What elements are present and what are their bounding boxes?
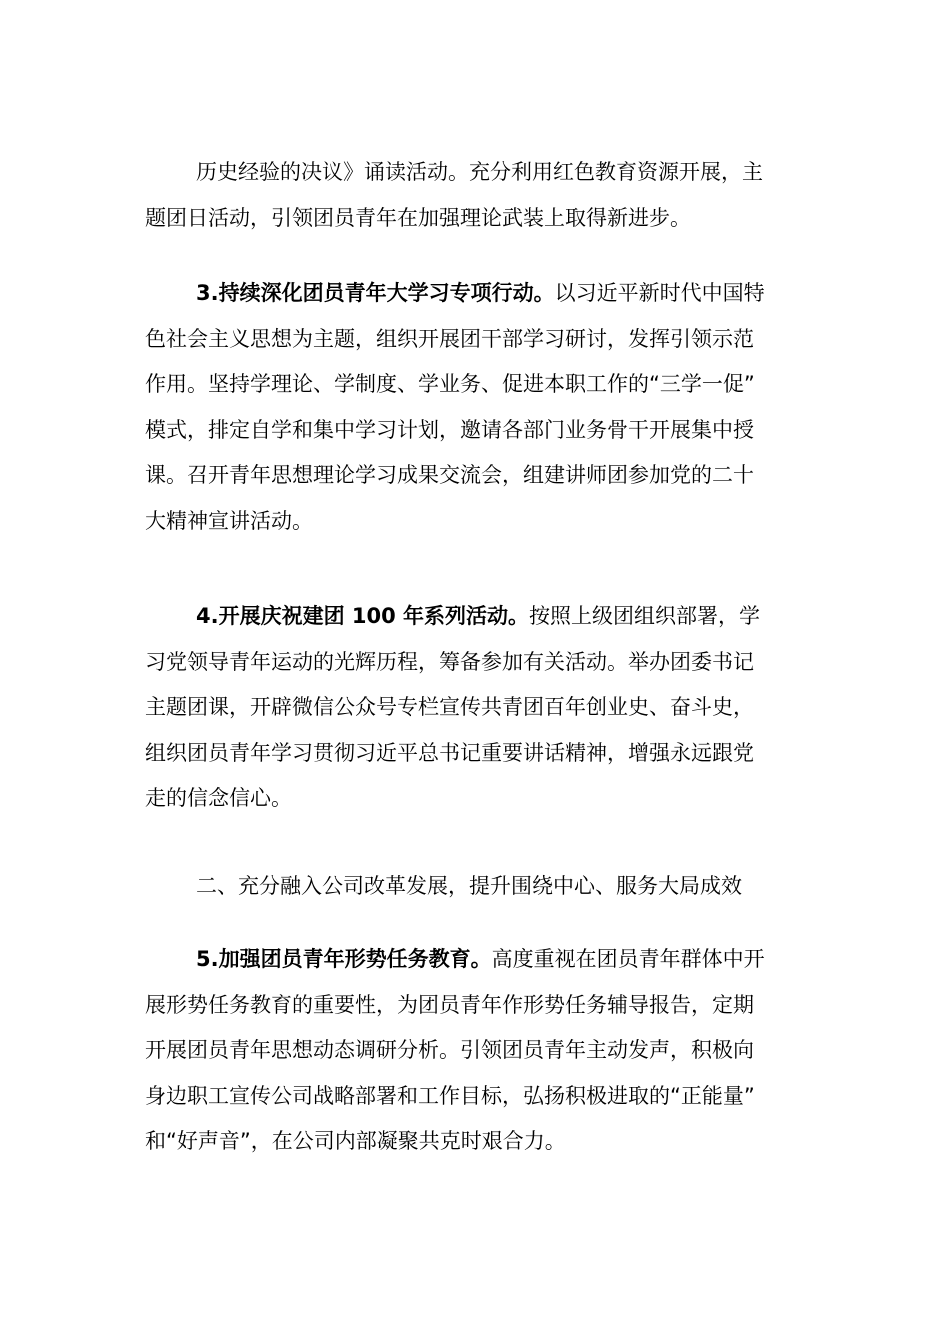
- paragraph-line: 大精神宣讲活动。: [145, 508, 313, 533]
- paragraph-first-line: [145, 594, 805, 640]
- paragraph-line: 身边职工宣传公司战略部署和工作目标，弘扬积极进取的“正能量”: [145, 1083, 755, 1108]
- paragraph-line: 主题团课，开辟微信公众号专栏宣传共青团百年创业史、奋斗史，: [145, 695, 754, 719]
- section-heading-4: 4.开展庆祝建团 100 年系列活动。: [196, 604, 530, 628]
- paragraph-line: 作用。坚持学理论、学制度、学业务、促进本职工作的“三学一促”: [145, 372, 755, 396]
- paragraph-line: 题团日活动，引领团员青年在加强理论武装上取得新进步。: [145, 205, 691, 230]
- paragraph-line: 色社会主义思想为主题，组织开展团干部学习研讨，发挥引领示范: [145, 326, 754, 351]
- section-title-2: [145, 864, 805, 910]
- paragraph-line: 课。召开青年思想理论学习成果交流会，组建讲师团参加党的二十: [145, 463, 754, 487]
- paragraph-line: 和“好声音”，在公司内部凝聚共克时艰合力。: [145, 1129, 566, 1153]
- paragraph-2: [145, 271, 805, 544]
- paragraph-1: [145, 150, 805, 241]
- paragraph-line: 模式，排定自学和集中学习计划，邀请各部门业务骨干开展集中授: [145, 417, 754, 442]
- paragraph-first-line: [145, 271, 805, 317]
- paragraph-line: 历史经验的决议》诵读活动。充分利用红色教育资源开展，主: [196, 160, 763, 184]
- paragraph-5: [145, 937, 805, 1165]
- paragraph-line: 开展团员青年思想动态调研分析。引领团员青年主动发声，积极向: [145, 1038, 754, 1062]
- paragraph-line: 组织团员青年学习贯彻习近平总书记重要讲话精神，增强永远跟党: [145, 740, 754, 765]
- paragraph-line: 高度重视在团员青年群体中开: [491, 947, 765, 971]
- paragraph-first-line: [145, 937, 805, 983]
- paragraph-3: [145, 594, 805, 822]
- section-title-text: 二、充分融入公司改革发展，提升围绕中心、服务大局成效: [196, 874, 742, 898]
- paragraph-line: 以习近平新时代中国特: [554, 281, 765, 305]
- section-heading-5: 5.加强团员青年形势任务教育。: [196, 947, 492, 971]
- paragraph-line: 按照上级团组织部署，学: [529, 604, 761, 628]
- section-heading-3: 3.持续深化团员青年大学习专项行动。: [196, 281, 555, 305]
- paragraph-line: 展形势任务教育的重要性，为团员青年作形势任务辅导报告，定期: [145, 992, 754, 1017]
- paragraph-line: 习党领导青年运动的光辉历程，筹备参加有关活动。举办团委书记: [145, 649, 754, 674]
- paragraph-line: 走的信念信心。: [145, 786, 292, 810]
